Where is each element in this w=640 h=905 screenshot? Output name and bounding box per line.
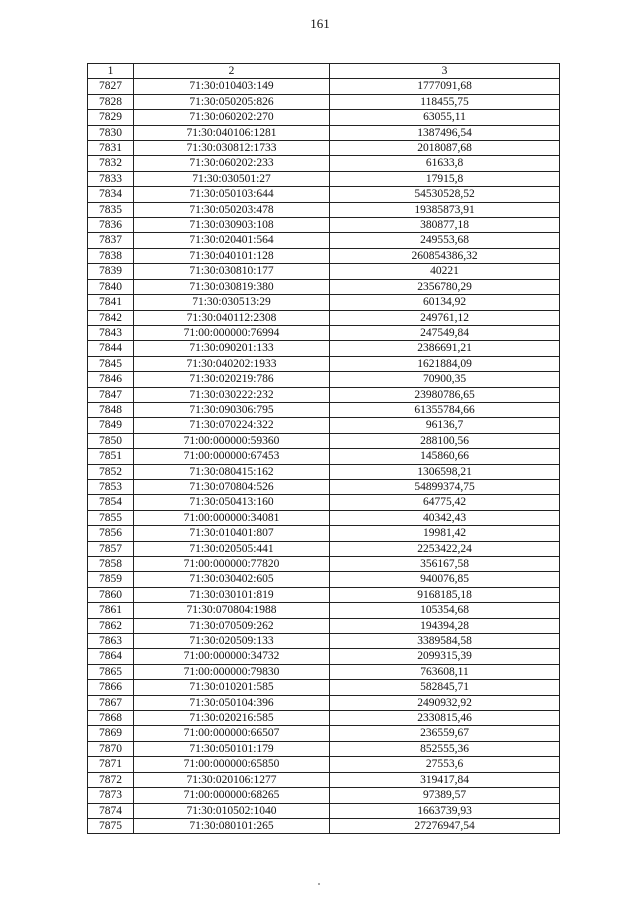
value-cell: 60134,92 (330, 295, 560, 310)
table-row (88, 264, 560, 279)
cadastral-number-cell: 71:30:010401:807 (134, 526, 330, 541)
row-number-cell: 7859 (88, 572, 134, 587)
value-cell: 1306598,21 (330, 464, 560, 479)
row-number-cell: 7858 (88, 557, 134, 572)
data-table (87, 63, 560, 834)
cadastral-number-cell: 71:00:000000:66507 (134, 726, 330, 741)
row-number-cell: 7836 (88, 218, 134, 233)
row-number-cell: 7827 (88, 79, 134, 94)
cadastral-number-cell: 71:00:000000:76994 (134, 325, 330, 340)
value-cell: 763608,11 (330, 664, 560, 679)
column-header-1: 1 (88, 64, 134, 79)
table-row (88, 218, 560, 233)
value-cell: 1621884,09 (330, 356, 560, 371)
row-number-cell: 7834 (88, 187, 134, 202)
table-row (88, 248, 560, 263)
value-cell: 1387496,54 (330, 125, 560, 140)
scan-dot (318, 883, 320, 885)
table-row (88, 772, 560, 787)
value-cell: 97389,57 (330, 788, 560, 803)
row-number-cell: 7854 (88, 495, 134, 510)
row-number-cell: 7867 (88, 695, 134, 710)
cadastral-number-cell: 71:30:030101:819 (134, 587, 330, 602)
row-number-cell: 7870 (88, 741, 134, 756)
row-number-cell: 7857 (88, 541, 134, 556)
row-number-cell: 7841 (88, 295, 134, 310)
value-cell: 145860,66 (330, 449, 560, 464)
cadastral-number-cell: 71:30:050413:160 (134, 495, 330, 510)
table-row (88, 526, 560, 541)
row-number-cell: 7861 (88, 603, 134, 618)
cadastral-number-cell: 71:30:020505:441 (134, 541, 330, 556)
table-header (88, 64, 560, 79)
value-cell: 319417,84 (330, 772, 560, 787)
value-cell: 288100,56 (330, 433, 560, 448)
row-number-cell: 7853 (88, 479, 134, 494)
value-cell: 260854386,32 (330, 248, 560, 263)
table-row (88, 156, 560, 171)
cadastral-number-cell: 71:30:080415:162 (134, 464, 330, 479)
cadastral-number-cell: 71:30:020509:133 (134, 634, 330, 649)
page-number: 161 (310, 16, 330, 31)
table-row (88, 233, 560, 248)
cadastral-number-cell: 71:00:000000:79830 (134, 664, 330, 679)
table-row (88, 726, 560, 741)
table-row (88, 356, 560, 371)
table-row (88, 634, 560, 649)
row-number-cell: 7833 (88, 171, 134, 186)
value-cell: 2490932,92 (330, 695, 560, 710)
table-row (88, 649, 560, 664)
table-row (88, 94, 560, 109)
value-cell: 582845,71 (330, 680, 560, 695)
cadastral-number-cell: 71:30:030819:380 (134, 279, 330, 294)
value-cell: 27276947,54 (330, 818, 560, 833)
cadastral-number-cell: 71:30:050203:478 (134, 202, 330, 217)
cadastral-number-cell: 71:30:040202:1933 (134, 356, 330, 371)
cadastral-number-cell: 71:30:050104:396 (134, 695, 330, 710)
table-row (88, 603, 560, 618)
value-cell: 3389584,58 (330, 634, 560, 649)
cadastral-number-cell: 71:30:070224:322 (134, 418, 330, 433)
value-cell: 1663739,93 (330, 803, 560, 818)
cadastral-number-cell: 71:30:070804:1988 (134, 603, 330, 618)
cadastral-number-cell: 71:30:060202:270 (134, 110, 330, 125)
row-number-cell: 7846 (88, 372, 134, 387)
header-row (88, 64, 560, 79)
row-number-cell: 7874 (88, 803, 134, 818)
table-body (88, 79, 560, 834)
table-row (88, 803, 560, 818)
row-number-cell: 7832 (88, 156, 134, 171)
table-row (88, 449, 560, 464)
column-header-2: 2 (134, 64, 330, 79)
column-header-3: 3 (330, 64, 560, 79)
table-row (88, 557, 560, 572)
cadastral-number-cell: 71:30:020106:1277 (134, 772, 330, 787)
cadastral-number-cell: 71:30:080101:265 (134, 818, 330, 833)
row-number-cell: 7852 (88, 464, 134, 479)
value-cell: 2253422,24 (330, 541, 560, 556)
table-row (88, 110, 560, 125)
row-number-cell: 7866 (88, 680, 134, 695)
cadastral-number-cell: 71:30:060202:233 (134, 156, 330, 171)
cadastral-number-cell: 71:30:050101:179 (134, 741, 330, 756)
value-cell: 2018087,68 (330, 141, 560, 156)
table-row (88, 587, 560, 602)
row-number-cell: 7873 (88, 788, 134, 803)
value-cell: 96136,7 (330, 418, 560, 433)
table-row (88, 572, 560, 587)
table-row (88, 387, 560, 402)
value-cell: 54530528,52 (330, 187, 560, 202)
cadastral-number-cell: 71:30:030513:29 (134, 295, 330, 310)
cadastral-number-cell: 71:30:030903:108 (134, 218, 330, 233)
table-row (88, 741, 560, 756)
cadastral-number-cell: 71:00:000000:68265 (134, 788, 330, 803)
cadastral-number-cell: 71:30:010201:585 (134, 680, 330, 695)
value-cell: 940076,85 (330, 572, 560, 587)
cadastral-number-cell: 71:30:040106:1281 (134, 125, 330, 140)
cadastral-number-cell: 71:00:000000:34081 (134, 510, 330, 525)
cadastral-number-cell: 71:30:040112:2308 (134, 310, 330, 325)
table-row (88, 680, 560, 695)
row-number-cell: 7848 (88, 402, 134, 417)
row-number-cell: 7837 (88, 233, 134, 248)
value-cell: 27553,6 (330, 757, 560, 772)
table-row (88, 125, 560, 140)
cadastral-number-cell: 71:30:010502:1040 (134, 803, 330, 818)
value-cell: 61633,8 (330, 156, 560, 171)
cadastral-number-cell: 71:00:000000:59360 (134, 433, 330, 448)
cadastral-number-cell: 71:30:030812:1733 (134, 141, 330, 156)
table-row (88, 495, 560, 510)
value-cell: 19385873,91 (330, 202, 560, 217)
table-row (88, 818, 560, 833)
row-number-cell: 7864 (88, 649, 134, 664)
table-row (88, 464, 560, 479)
cadastral-number-cell: 71:30:090201:133 (134, 341, 330, 356)
row-number-cell: 7869 (88, 726, 134, 741)
cadastral-number-cell: 71:30:030810:177 (134, 264, 330, 279)
value-cell: 236559,67 (330, 726, 560, 741)
cadastral-number-cell: 71:30:070509:262 (134, 618, 330, 633)
table-row (88, 402, 560, 417)
cadastral-number-cell: 71:00:000000:34732 (134, 649, 330, 664)
table-row (88, 295, 560, 310)
cadastral-number-cell: 71:00:000000:65850 (134, 757, 330, 772)
table-row (88, 541, 560, 556)
row-number-cell: 7863 (88, 634, 134, 649)
cadastral-number-cell: 71:30:020401:564 (134, 233, 330, 248)
table-row (88, 279, 560, 294)
table-row (88, 325, 560, 340)
row-number-cell: 7849 (88, 418, 134, 433)
value-cell: 249553,68 (330, 233, 560, 248)
row-number-cell: 7842 (88, 310, 134, 325)
value-cell: 23980786,65 (330, 387, 560, 402)
row-number-cell: 7843 (88, 325, 134, 340)
row-number-cell: 7860 (88, 587, 134, 602)
row-number-cell: 7856 (88, 526, 134, 541)
table-row (88, 695, 560, 710)
table-row (88, 664, 560, 679)
value-cell: 852555,36 (330, 741, 560, 756)
value-cell: 70900,35 (330, 372, 560, 387)
cadastral-number-cell: 71:30:020216:585 (134, 711, 330, 726)
value-cell: 54899374,75 (330, 479, 560, 494)
table-row (88, 171, 560, 186)
cadastral-number-cell: 71:30:010403:149 (134, 79, 330, 94)
table-row (88, 711, 560, 726)
value-cell: 2099315,39 (330, 649, 560, 664)
row-number-cell: 7839 (88, 264, 134, 279)
table-row (88, 418, 560, 433)
cadastral-number-cell: 71:00:000000:77820 (134, 557, 330, 572)
row-number-cell: 7838 (88, 248, 134, 263)
value-cell: 1777091,68 (330, 79, 560, 94)
row-number-cell: 7845 (88, 356, 134, 371)
value-cell: 64775,42 (330, 495, 560, 510)
row-number-cell: 7862 (88, 618, 134, 633)
table-row (88, 310, 560, 325)
table-row (88, 433, 560, 448)
table-row (88, 757, 560, 772)
cadastral-number-cell: 71:30:070804:526 (134, 479, 330, 494)
row-number-cell: 7868 (88, 711, 134, 726)
table-row (88, 202, 560, 217)
row-number-cell: 7865 (88, 664, 134, 679)
table-row (88, 79, 560, 94)
table-row (88, 341, 560, 356)
table-row (88, 510, 560, 525)
value-cell: 40221 (330, 264, 560, 279)
cadastral-number-cell: 71:30:020219:786 (134, 372, 330, 387)
cadastral-number-cell: 71:30:050103:644 (134, 187, 330, 202)
row-number-cell: 7831 (88, 141, 134, 156)
row-number-cell: 7850 (88, 433, 134, 448)
row-number-cell: 7828 (88, 94, 134, 109)
row-number-cell: 7875 (88, 818, 134, 833)
value-cell: 40342,43 (330, 510, 560, 525)
value-cell: 9168185,18 (330, 587, 560, 602)
table-row (88, 187, 560, 202)
row-number-cell: 7847 (88, 387, 134, 402)
value-cell: 249761,12 (330, 310, 560, 325)
value-cell: 2330815,46 (330, 711, 560, 726)
value-cell: 247549,84 (330, 325, 560, 340)
row-number-cell: 7871 (88, 757, 134, 772)
value-cell: 356167,58 (330, 557, 560, 572)
value-cell: 61355784,66 (330, 402, 560, 417)
row-number-cell: 7872 (88, 772, 134, 787)
value-cell: 105354,68 (330, 603, 560, 618)
table-row (88, 479, 560, 494)
cadastral-number-cell: 71:30:040101:128 (134, 248, 330, 263)
row-number-cell: 7851 (88, 449, 134, 464)
row-number-cell: 7840 (88, 279, 134, 294)
cadastral-number-cell: 71:00:000000:67453 (134, 449, 330, 464)
value-cell: 19981,42 (330, 526, 560, 541)
cadastral-number-cell: 71:30:030402:605 (134, 572, 330, 587)
value-cell: 63055,11 (330, 110, 560, 125)
row-number-cell: 7844 (88, 341, 134, 356)
table-row (88, 618, 560, 633)
table-row (88, 788, 560, 803)
row-number-cell: 7830 (88, 125, 134, 140)
row-number-cell: 7829 (88, 110, 134, 125)
cadastral-number-cell: 71:30:050205:826 (134, 94, 330, 109)
cadastral-number-cell: 71:30:030222:232 (134, 387, 330, 402)
cadastral-number-cell: 71:30:030501:27 (134, 171, 330, 186)
row-number-cell: 7855 (88, 510, 134, 525)
table-row (88, 372, 560, 387)
value-cell: 194394,28 (330, 618, 560, 633)
value-cell: 2356780,29 (330, 279, 560, 294)
value-cell: 17915,8 (330, 171, 560, 186)
value-cell: 380877,18 (330, 218, 560, 233)
cadastral-number-cell: 71:30:090306:795 (134, 402, 330, 417)
value-cell: 2386691,21 (330, 341, 560, 356)
table-row (88, 141, 560, 156)
value-cell: 118455,75 (330, 94, 560, 109)
row-number-cell: 7835 (88, 202, 134, 217)
